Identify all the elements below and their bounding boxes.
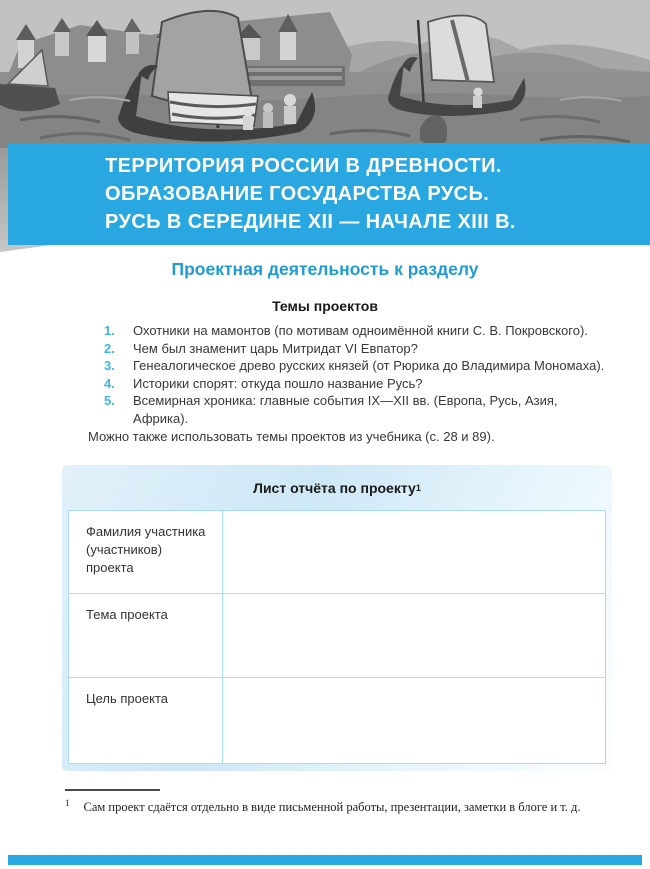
topic-number: 5. — [104, 393, 115, 408]
topic-text: Историки спорят: откуда пошло название Русь? — [133, 375, 423, 391]
report-sheet-panel — [62, 465, 612, 771]
topics-list — [88, 322, 610, 446]
topic-item — [104, 392, 610, 427]
chapter-title-block — [8, 143, 650, 245]
table-row — [69, 511, 606, 594]
report-sheet-title: Лист отчёта по проекту 1 — [253, 479, 421, 496]
row-label-project-topic: Тема проекта — [69, 594, 223, 678]
row-value-project-topic[interactable] — [223, 594, 606, 678]
footnote-mark: 1 — [65, 798, 70, 808]
footnote — [65, 795, 610, 815]
topic-number: 3. — [104, 358, 115, 373]
topics-note: Можно также использовать темы проектов из учебника (с. 28 и 89). — [88, 429, 495, 444]
topic-item — [104, 357, 610, 375]
row-value-project-goal[interactable] — [223, 678, 606, 764]
footnote-divider — [65, 789, 160, 791]
chapter-title-line: ТЕРРИТОРИЯ РОССИИ В ДРЕВНОСТИ. — [105, 155, 502, 177]
table-row — [69, 678, 606, 764]
topic-number: 4. — [104, 375, 115, 391]
footnote-text: Сам проект сдаётся отдельно в виде письменной работы, презентации, заметки в блоге и т. д. — [83, 800, 581, 815]
banner-illustration — [0, 0, 650, 150]
topic-text: Всемирная хроника: главные события IX—XII вв. (Европа, Русь, Азия, Африка). — [133, 393, 558, 426]
topic-text: Чем был знаменит царь Митридат VI Евпатор? — [133, 340, 418, 356]
row-label-project-goal: Цель проекта — [69, 678, 223, 764]
topic-text: Охотники на мамонтов (по мотивам одноимённой книги С. В. Покровского). — [133, 323, 588, 338]
topic-item — [104, 340, 610, 358]
row-label-participant: Фамилия участника (участников) проекта — [69, 511, 223, 594]
report-table — [68, 510, 606, 764]
topics-heading: Темы проектов — [272, 298, 378, 314]
chapter-title-line: ОБРАЗОВАНИЕ ГОСУДАРСТВА РУСЬ. — [105, 183, 490, 205]
topic-number: 1. — [104, 323, 115, 338]
row-value-participant[interactable] — [223, 511, 606, 594]
table-row — [69, 594, 606, 678]
report-sheet-title-text: Лист отчёта по проекту — [253, 479, 416, 496]
topic-number: 2. — [104, 340, 115, 356]
topic-item — [104, 375, 610, 393]
topic-text: Генеалогическое древо русских князей (от Рюрика до Владимира Мономаха). — [133, 358, 605, 373]
topic-item — [104, 322, 610, 340]
section-title: Проектная деятельность к разделу — [171, 259, 479, 279]
footer-accent-bar — [8, 855, 642, 865]
chapter-title-line: РУСЬ В СЕРЕДИНЕ XII — НАЧАЛЕ XIII В. — [105, 211, 516, 233]
